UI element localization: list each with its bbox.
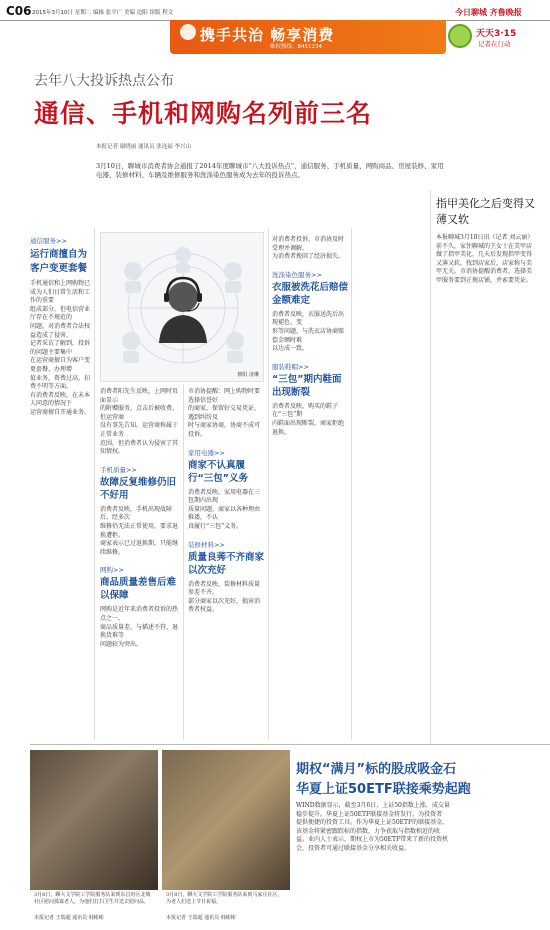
sub-body-shoes [272, 403, 348, 437]
badge-315 [448, 22, 544, 54]
text-line: 形等问题，与洗衣店协商赔偿金额时难 [272, 327, 345, 344]
text-line: 益。业内人士表示，期权上市为50ETF带来了新的投资机 [296, 836, 449, 844]
text-line: 甲无关。市消协提醒消费者，选择美 [436, 268, 533, 276]
text-line: 对消费者投诉，市消协及时受理并调解， [272, 236, 345, 252]
page-code: C06 [6, 4, 32, 18]
text-line: 手机通信和上网购物已成为人们日常生活和工作的重要 [30, 280, 91, 305]
text-line: 前不久，家住聊城的王女士在美甲店 [436, 242, 533, 250]
caption-1: 3月8日，聊大文学院工学院服务队来到东昌府区北城社区慰问孤寡老人，为他们打扫卫生并送去慰问品。 [34, 892, 151, 905]
headline-lede: 3月10日，聊城市消费者协会通报了2014年度聊城市“八大投诉热点”，通信服务、手机质量、网购商品、房屋装修、家用电器、装修材料、车辆及维修服务和洗涤染色服务成为去年的投诉热点。 [96, 162, 444, 179]
finance-title-1: 期权“满月”标的股成吸金石 [296, 762, 457, 777]
paper-logo: 今日聊城 齐鲁晚报 [455, 8, 522, 17]
banner-icon [180, 24, 196, 40]
text-line: 消费者反映，手机出现故障后，经多次 [100, 505, 173, 522]
sub-label-phone: 手机质量>> [100, 465, 137, 474]
photo-block [100, 232, 264, 382]
sub-body-laundry [272, 311, 348, 354]
sub-label-shopping: 网购>> [100, 566, 124, 575]
photo-elderly-2 [162, 750, 290, 890]
text-line: 消费者阳先生反映，上网时页面显示 [100, 388, 179, 404]
col4-body [272, 236, 348, 262]
text-line: 运营商擅自开通业务。 [30, 408, 91, 416]
col3-body [188, 388, 265, 440]
section-label: 通信服务>> [30, 237, 67, 245]
text-line: 稳步提升。华夏上证50ETF联接基金将发行，为投资者 [296, 810, 443, 818]
caption-2: 3月8日，聊大文学院工学院服务队来到马家庄社区，为老人们送上节日祝福。 [166, 892, 283, 905]
sub-title-phone: 故障反复维修仍旧不好用 [100, 476, 177, 501]
text-line: 值业务，资费过高、扣费不明等方面。 [30, 374, 91, 391]
banner-title: 携手共治 畅享消费 [200, 26, 335, 44]
text-line: 为消费者挽回了经济损失。 [272, 253, 345, 261]
text-line: 的商家，保留好交易凭证，遇到纠纷及 [188, 405, 261, 421]
sub-title-shopping: 商品质量差售后难以保障 [100, 577, 177, 602]
finance-title-2: 华夏上证50ETF联接乘势起跑 [296, 782, 471, 797]
hotline-label: 维权热线： [270, 44, 298, 50]
credit-2: 本报记者 王瑞超 通讯员 韩彬彬 [166, 915, 236, 921]
agent-icon [159, 278, 207, 343]
text-line: 部分商家以次充好，损害消费者权益。 [188, 597, 261, 614]
issue-line: 2015年3月10日 星期二 编辑 张平广 美编 边阳 组版 程文 [32, 10, 174, 16]
sub-label-laundry: 洗涤染色服务>> [272, 270, 322, 279]
text-line: 做了指甲美化，几天后发现指甲变得 [436, 251, 533, 259]
sub-label-materials: 装修材料>> [188, 540, 225, 549]
text-line: 质量问题，商家以各种理由推诿，不认 [188, 505, 261, 522]
text-line: 范围，但消费者认为侵害了其知情权。 [100, 439, 179, 456]
text-line: 记者采访了解到，投诉的问题主要集中 [30, 340, 91, 356]
finance-body-text [296, 802, 544, 854]
photo-elderly-1 [30, 750, 158, 890]
text-line: 消费者反映，衣服送洗后出现褪色、变 [272, 310, 345, 327]
section-title: 运行商擅自为客户变更套餐 [30, 249, 88, 274]
credit-1: 本报记者 王瑞超 通讯员 韩彬彬 [34, 915, 104, 921]
section-telecom [30, 236, 90, 418]
col5-title: 指甲美化之后变得又薄又软 [436, 197, 535, 226]
photo-credit: 朝阳 凌琳 [237, 372, 259, 378]
badge-title: 天天3·15 [476, 29, 517, 39]
sub-label-appliance: 家用电器>> [188, 448, 225, 457]
text-line: 该基金将紧密跟踪标的指数，力争获取与指数相近的收 [296, 827, 441, 835]
col4 [272, 236, 348, 437]
headline-title: 通信、手机和网购名列前三名 [34, 99, 373, 128]
col2-body [100, 388, 180, 457]
text-line: 又薄又软，找到店家后，店家称与美 [436, 259, 533, 267]
sub-body-appliance [188, 489, 265, 532]
text-line: 市消协提醒：网上购物时要选择信誉好 [188, 388, 261, 404]
sub-body-materials [188, 581, 265, 615]
col5 [436, 196, 542, 286]
col3 [188, 388, 265, 615]
headline-kicker: 去年八大投诉热点公布 [34, 73, 174, 89]
text-line: 以达成一致。 [272, 345, 309, 353]
hotline-number: 8451234 [297, 44, 323, 50]
text-line: 组成部分，但电信营业厅存在不规范的 [30, 305, 91, 322]
text-line: 的附赠服务，点击后被收费，但运营商 [100, 405, 179, 421]
customer-service-illustration [101, 233, 264, 382]
text-line: 消费者反映，装修材料质量参差不齐， [188, 580, 261, 597]
text-line: 消费者反映，购买的鞋子在“三包”期 [272, 402, 339, 419]
text-line: 本报聊城3月10日讯（记者 刘云丽） [436, 234, 534, 241]
page-header [0, 0, 550, 22]
sub-label-shoes: 服装鞋帽>> [272, 362, 309, 371]
text-line: 有消费者反映，在未本人同意的情况下 [30, 391, 91, 408]
sub-body-phone [100, 506, 180, 558]
text-line: 问题，对消费者合法权益造成了侵害， [30, 322, 91, 339]
banner [170, 20, 446, 54]
sub-title-laundry: 衣服被洗花后赔偿金额难定 [272, 281, 349, 306]
sub-body-shopping [100, 606, 180, 649]
text-line: 维修仍无法正常使用，要求退换遭拒。 [100, 522, 179, 539]
text-line: 真履行“三包”义务。 [188, 522, 243, 530]
text-line: 在运营商擅自为客户变更套餐、办理增 [30, 357, 91, 373]
text-line: 甲服务要到正规店铺，并索要凭证。 [436, 276, 533, 284]
text-line: WIND数据显示，截至3月6日，上证50指数上涨，成交量 [296, 802, 450, 809]
sub-title-shoes: “三包”期内鞋面出现断裂 [272, 373, 342, 398]
text-line: 商家表示已过退换期，只能继续维修。 [100, 540, 179, 556]
text-line: 消费者反映，家用电器在三包期内出现 [188, 488, 261, 505]
text-line: 网购是近年来消费者投诉的热点之一， [100, 606, 179, 622]
finance-body [296, 802, 544, 854]
text-line: 问题较为突出。 [100, 640, 143, 648]
text-line: 时与商家协商，协商不成可投诉。 [188, 422, 261, 438]
col2 [100, 388, 180, 649]
text-line: 内鞋面出现断裂，商家拒绝退换。 [272, 419, 345, 436]
col5-body [436, 234, 542, 286]
sub-title-appliance: 商家不认真履行“三包”义务 [188, 459, 248, 484]
text-line: 提供便捷的投资工具。作为华夏上证50ETF的联接基金， [296, 819, 449, 827]
badge-circle-icon [448, 24, 472, 48]
text-line: 商品质量差、与描述不符、退换货难等 [100, 623, 179, 640]
section-body [30, 280, 90, 418]
badge-sub: 记者在行动 [478, 40, 511, 48]
headline-byline: 本报记者 谢晓丽 通讯员 张连福 李兴山 [96, 144, 191, 150]
text-line: 会，投资者可通过联接基金分享相关收益。 [296, 844, 411, 852]
sub-title-materials: 质量良莠不齐商家以次充好 [188, 551, 265, 576]
text-line: 没有事先告知。运营商称属于正常业务 [100, 422, 179, 438]
